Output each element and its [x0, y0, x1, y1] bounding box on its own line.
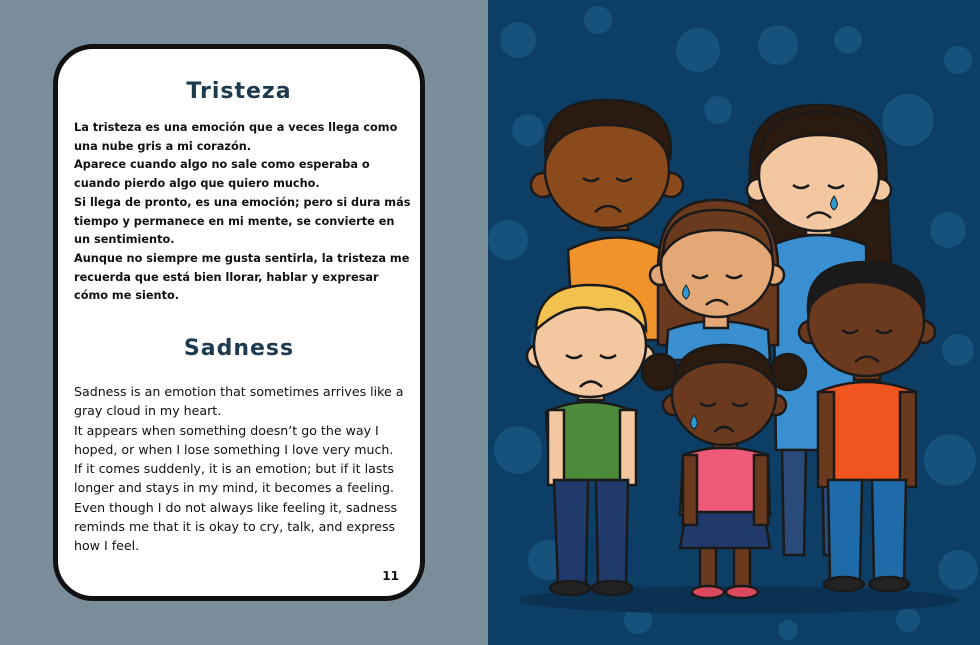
paragraph-spanish: La tristeza es una emoción que a veces llega como una nube gris a mi corazón. Aparece cuando algo no sale como esperaba o cuando pierdo algo que quiero mucho. Si llega de pronto, es una emoción; pero si dura más tiempo y permanece en mi mente, se convierte en un sentimiento. Aunque no siempre me gusta sentirla, la tristeza me recuerda que está bien llorar, hablar y expresar cómo me siento. — [74, 121, 411, 303]
title-spanish: Tristeza — [186, 79, 292, 104]
child-middle-center — [650, 200, 784, 360]
left-page — [0, 0, 488, 645]
sad-children-illustration — [488, 0, 980, 645]
illustration-page — [488, 0, 980, 645]
text-card — [53, 44, 425, 601]
title-english: Sadness — [183, 336, 295, 361]
paragraph-english: Sadness is an emotion that sometimes arrives like a gray cloud in my heart. It appears when something doesn’t go the way I hoped, or when I lose something I love very much. If it comes suddenly, it is an emotion; but if it lasts longer and stays in my mind, it becomes a feeling. Even though I do not always like feeling it, sadness reminds me that it is okay to cry, talk, and express how I feel. — [74, 384, 404, 554]
page-number: 11 — [382, 569, 399, 583]
child-front-right — [799, 262, 935, 591]
